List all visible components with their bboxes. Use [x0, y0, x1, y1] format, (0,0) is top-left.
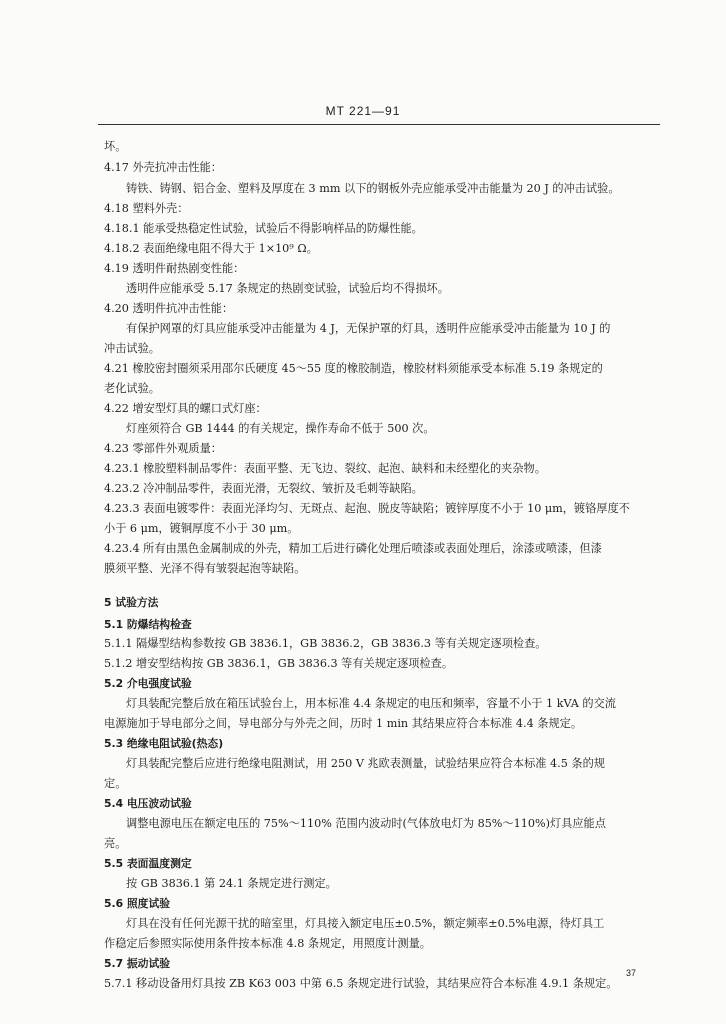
text-line: 灯具在没有任何光源干扰的暗室里，灯具接入额定电压±0.5%，额定频率±0.5%电源，待灯具工 — [126, 917, 605, 930]
clause-5-5-heading: 5.5 表面温度测定 — [104, 857, 192, 870]
clause-4-22: 4.22 增安型灯具的螺口式灯座： — [104, 402, 267, 415]
clause-4-23-1: 4.23.1 橡胶塑料制品零件：表面平整、无飞边、裂纹、起泡、缺料和未经塑化的夹杂物。 — [104, 462, 546, 475]
text-line: 灯具装配完整后放在箱压试验台上，用本标准 4.4 条规定的电压和频率，容量不小于 1 kVA 的交流 — [126, 697, 616, 710]
header-rule — [98, 124, 660, 125]
text-line: 透明件应能承受 5.17 条规定的热剧变试验，试验后均不得损坏。 — [126, 282, 449, 295]
clause-4-19: 4.19 透明件耐热剧变性能： — [104, 262, 245, 275]
clause-4-23-2: 4.23.2 冷冲制品零件，表面光滑，无裂纹、皱折及毛刺等缺陷。 — [104, 482, 423, 495]
clause-4-23-3: 4.23.3 表面电镀零件：表面光泽均匀、无斑点、起泡、脱皮等缺陷；镀锌厚度不小于 10 μm，镀铬厚度不 — [104, 502, 630, 515]
text-line: 有保护网罩的灯具应能承受冲击能量为 4 J，无保护罩的灯具，透明件应能承受冲击能量为 10 J 的 — [126, 322, 611, 335]
clause-5-1-1: 5.1.1 隔爆型结构参数按 GB 3836.1，GB 3836.2，GB 3836.3 等有关规定逐项检查。 — [104, 637, 547, 650]
text-line: 灯座须符合 GB 1444 的有关规定，操作寿命不低于 500 次。 — [126, 422, 435, 435]
clause-4-23: 4.23 零部件外观质量： — [104, 442, 222, 455]
text-line: 亮。 — [104, 837, 127, 850]
text-line: 冲击试验。 — [104, 342, 160, 355]
clause-5-7-1: 5.7.1 移动设备用灯具按 ZB K63 003 中第 6.5 条规定进行试验，其结果应符合本标准 4.9.1 条规定。 — [104, 977, 618, 990]
clause-4-18-2: 4.18.2 表面绝缘电阻不得大于 1×10⁹ Ω。 — [104, 242, 318, 255]
text-line: 铸铁、铸钢、铝合金、塑料及厚度在 3 mm 以下的钢板外壳应能承受冲击能量为 20 J 的冲击试验。 — [126, 182, 620, 195]
clause-4-17: 4.17 外壳抗冲击性能： — [104, 161, 222, 174]
clause-5-3-heading: 5.3 绝缘电阻试验(热态) — [104, 737, 224, 750]
text-line: 按 GB 3836.1 第 24.1 条规定进行测定。 — [126, 877, 337, 890]
clause-4-21: 4.21 橡胶密封圈须采用邵尔氏硬度 45～55 度的橡胶制造，橡胶材料须能承受本标准 5.19 条规定的 — [104, 362, 603, 375]
clause-5-6-heading: 5.6 照度试验 — [104, 897, 171, 910]
text-line: 电源施加于导电部分之间，导电部分与外壳之间，历时 1 min 其结果应符合本标准 4.4 条规定。 — [104, 717, 583, 730]
text-line: 坏。 — [104, 140, 127, 153]
text-line: 小于 6 μm，镀铜厚度不小于 30 μm。 — [104, 522, 299, 535]
clause-5-1-heading: 5.1 防爆结构检查 — [104, 618, 192, 631]
clause-5-7-heading: 5.7 振动试验 — [104, 957, 171, 970]
standard-code-header: MT 221—91 — [325, 104, 401, 118]
text-line: 膜须平整、光泽不得有皱裂起泡等缺陷。 — [104, 562, 306, 575]
clause-4-18-1: 4.18.1 能承受热稳定性试验，试验后不得影响样品的防爆性能。 — [104, 222, 423, 235]
text-line: 老化试验。 — [104, 382, 160, 395]
text-line: 定。 — [104, 777, 127, 790]
text-line: 调整电源电压在额定电压的 75%～110% 范围内波动时(气体放电灯为 85%～110%)灯具应能点 — [126, 817, 606, 830]
clause-4-23-4: 4.23.4 所有由黑色金属制成的外壳，精加工后进行磷化处理后喷漆或表面处理后，涂漆或喷漆，但漆 — [104, 542, 602, 555]
text-line: 灯具装配完整后应进行绝缘电阻测试，用 250 V 兆欧表测量，试验结果应符合本标准 4.5 条的规 — [126, 757, 605, 770]
clause-4-20: 4.20 透明件抗冲击性能： — [104, 302, 234, 315]
clause-5-4-heading: 5.4 电压波动试验 — [104, 797, 192, 810]
page-number: 37 — [626, 968, 637, 978]
clause-4-18: 4.18 塑料外壳： — [104, 202, 189, 215]
clause-5-2-heading: 5.2 介电强度试验 — [104, 677, 192, 690]
clause-5-1-2: 5.1.2 增安型结构按 GB 3836.1，GB 3836.3 等有关规定逐项检查。 — [104, 657, 454, 670]
section-5-heading: 5 试验方法 — [104, 596, 159, 609]
text-line: 作稳定后参照实际使用条件按本标准 4.8 条规定，用照度计测量。 — [104, 937, 431, 950]
